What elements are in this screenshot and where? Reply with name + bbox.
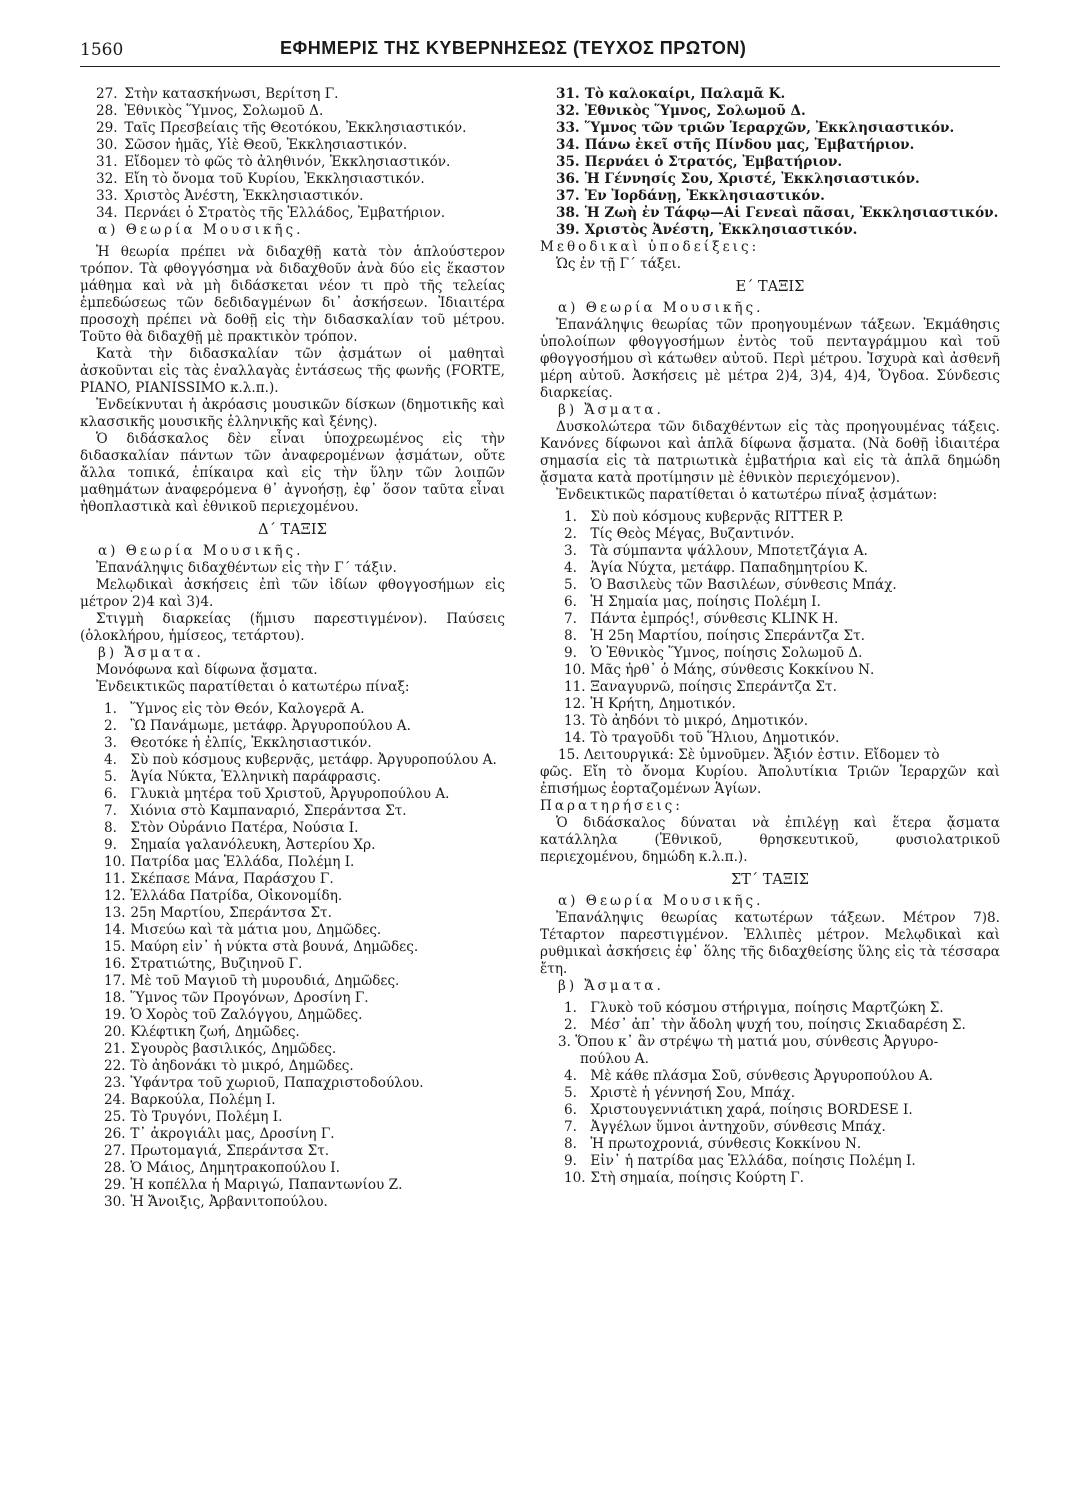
item-text: Ἐθνικὸς Ὕμνος, Σολωμοῦ Δ. [584, 103, 806, 119]
page-number: 1560 [80, 40, 124, 60]
list-item [80, 1024, 505, 1041]
item-text: Σγουρὸς βασιλικός, Δημῶδες. [130, 1041, 337, 1057]
list-item [540, 543, 1000, 560]
list-item [540, 679, 1000, 696]
list-item [80, 803, 505, 820]
item-number: 8. [564, 1136, 577, 1152]
item-number: 29. [96, 120, 118, 136]
list-item [80, 1092, 505, 1109]
item-text: Μὲ κάθε πλάσμα Σοῦ, σύνθεσις Ἀργυροπούλου Α. [590, 1068, 933, 1084]
item-text: Ἁγία Νύχτα, μετάφρ. Παπαδημητρίου Κ. [590, 560, 869, 576]
d-paragraph-index: Ἐνδεικτικῶς παρατίθεται ὁ κατωτέρω πίναξ: [96, 679, 410, 695]
item-text: Ἡ Σημαία μας, ποίησις Πολέμη Ι. [590, 594, 821, 610]
list-item [540, 645, 1000, 662]
item-text: Ἑλλάδα Πατρίδα, Οἰκονομίδη. [130, 888, 343, 904]
item-number: 4. [564, 1068, 577, 1084]
item-number: 1. [564, 1000, 577, 1016]
item-text: Τ᾽ ἀκρογιάλι μας, Δροσίνη Γ. [130, 1126, 335, 1142]
item-number: 11. [104, 871, 126, 887]
song-list-f-part1 [540, 1000, 1000, 1034]
list-item [540, 1017, 1000, 1034]
list-item [80, 103, 505, 120]
item-text: Σὺ ποὺ κόσμους κυβερνᾷς, μετάφρ. Ἀργυροπούλου Α. [130, 752, 497, 768]
item-number: 33. [96, 188, 118, 204]
item-text: Εἶν᾽ ἡ πατρίδα μας Ἑλλάδα, ποίησις Πολέμη Ι. [590, 1153, 916, 1169]
item-number: 13. [104, 905, 126, 921]
item-number: 38. [556, 205, 580, 221]
item-number: 31. [556, 86, 580, 102]
item-text: Πρωτομαγιά, Σπεράντσα Στ. [130, 1143, 330, 1159]
item-number: 31. [96, 154, 118, 170]
item-text: Ξαναγυρνῶ, ποίησις Σπεράντζα Στ. [590, 679, 837, 695]
list-item [540, 137, 1000, 154]
item-text: Χριστὸς Ἀνέστη, Ἐκκλησιαστικόν. [124, 188, 364, 204]
list-item [80, 1143, 505, 1160]
item-text: Ὢ Πανάμωμε, μετάφρ. Ἀργυροπούλου Α. [130, 718, 411, 734]
item-number: 16. [104, 956, 126, 972]
class-e-heading: Ε΄ ΤΑΞΙΣ [735, 279, 805, 295]
item-number: 28. [104, 1160, 126, 1176]
item-text: Τίς Θεὸς Μέγας, Βυζαντινόν. [590, 526, 795, 542]
list-item [80, 701, 505, 718]
item-number: 26. [104, 1126, 126, 1142]
item-number: 7. [564, 1119, 577, 1135]
list-item [80, 1007, 505, 1024]
item-text: Ἐθνικὸς Ὕμνος, Σολωμοῦ Δ. [124, 103, 324, 119]
item-number: 6. [104, 786, 117, 802]
item-number: 39. [556, 222, 580, 238]
item-text: Τὰ σύμπαντα ψάλλουν, Μποτετζάγια Α. [590, 543, 868, 559]
list-item [540, 628, 1000, 645]
item-number: 23. [104, 1075, 126, 1091]
list-item [80, 1194, 505, 1211]
list-item [540, 526, 1000, 543]
paragraph-records: Ἐνδείκνυται ἡ ἀκρόασις μουσικῶν δίσκων (δημοτικῆς καὶ κλασσικῆς μουσικῆς ἑλληνικῆς καὶ ξένης). [80, 397, 505, 430]
item-text: Ὕμνος εἰς τὸν Θεόν, Καλογερᾶ Α. [130, 701, 365, 717]
gazette-title: ΕΦΗΜΕΡΙΣ ΤΗΣ ΚΥΒΕΡΝΗΣΕΩΣ (ΤΕΥΧΟΣ ΠΡΩΤΟΝ) [280, 38, 747, 58]
list-item [80, 956, 505, 973]
item-number: 33. [556, 120, 580, 136]
list-item [540, 205, 1000, 222]
item-number: 5. [564, 1085, 577, 1101]
list-item [540, 188, 1000, 205]
item-text: Περνάει ὁ Στρατός, Ἐμβατήριον. [584, 154, 843, 170]
item-number: 10. [104, 854, 126, 870]
item-number: 37. [556, 188, 580, 204]
list-item [80, 137, 505, 154]
item-text: Σκέπασε Μάνα, Παράσχου Γ. [130, 871, 334, 887]
d-paragraph-songs: Μονόφωνα καὶ δίφωνα ᾄσματα. [96, 662, 318, 678]
item-text: Ἡ Γέννησίς Σου, Χριστέ, Ἐκκλησιαστικόν. [584, 171, 920, 187]
paragraph-teacher: Ὁ διδάσκαλος δὲν εἶναι ὑποχρεωμένος εἰς τὴν διδασκαλίαν πάντων τῶν ἀναφερομένων ᾀσμάτων, οὔτε ἄλλα τοπικά, ἐπίκαιρα καὶ εἰς τὴν ὕλην τῶν λοιπῶν μαθημάτων ἀναφερόμενα θ᾽ ἀγνοήσῃ, ἐφ᾽ ὅσον ταῦτα εἶναι ἠθοπλαστικὰ καὶ ἐθνικοῦ περιεχομένου. [80, 431, 505, 515]
list-item [80, 171, 505, 188]
methods-text: Ὡς ἐν τῇ Γ΄ τάξει. [556, 256, 682, 272]
item-number: 29. [104, 1177, 126, 1193]
list-item [540, 1119, 1000, 1136]
list-item [80, 1109, 505, 1126]
list-item [80, 718, 505, 735]
item-text: Κλέφτικη ζωή, Δημῶδες. [130, 1024, 300, 1040]
list-item [80, 1160, 505, 1177]
item-text: Ἡ 25η Μαρτίου, ποίησις Σπεράντζα Στ. [590, 628, 865, 644]
list-item [80, 769, 505, 786]
item-number: 18. [104, 990, 126, 1006]
item-text: Γλυκιὰ μητέρα τοῦ Χριστοῦ, Ἀργυροπούλου Α. [130, 786, 450, 802]
item-text: Ἀγγέλων ὕμνοι ἀντηχοῦν, σύνθεσις Μπάχ. [590, 1119, 886, 1135]
song-list-d [80, 701, 505, 1211]
item-text: Χριστουγεννιάτικη χαρά, ποίησις BORDESE I. [590, 1102, 913, 1118]
list-item [540, 86, 1000, 103]
item-number: 22. [104, 1058, 126, 1074]
list-item [80, 990, 505, 1007]
item-text: Ἡ Ἄνοιξις, Ἀρβανιτοπούλου. [130, 1194, 328, 1210]
item-number: 13. [564, 713, 586, 729]
item-text: Ἡ Κρήτη, Δημοτικόν. [590, 696, 736, 712]
item-number: 4. [564, 560, 577, 576]
item-number: 15. [104, 939, 126, 955]
item-number: 25. [104, 1109, 126, 1125]
list-item [540, 222, 1000, 239]
item-number: 3. [564, 543, 577, 559]
item-number: 8. [104, 820, 117, 836]
f-item-3: 3. Ὅπου κ᾽ ἂν στρέψω τὴ ματιά μου, σύνθεσις Ἀργυρο- [558, 1034, 939, 1050]
item-number: 2. [564, 526, 577, 542]
list-item [540, 730, 1000, 747]
list-item [80, 854, 505, 871]
item-number: 9. [564, 645, 577, 661]
notes-text: Ὁ διδάσκαλος δύναται νὰ ἐπιλέγῃ καὶ ἕτερα ᾄσματα κατάλληλα (Ἐθνικοῦ, θρησκευτικοῦ, φυσιολατρικοῦ περιεχομένου, δημώδη κ.λ.π.). [540, 815, 1000, 865]
item-text: Ἁγία Νύκτα, Ἑλληνικὴ παράφρασις. [130, 769, 381, 785]
list-item [540, 1102, 1000, 1119]
list-item [80, 120, 505, 137]
list-item [80, 1058, 505, 1075]
list-item [80, 837, 505, 854]
item-text: Χριστὸς Ἀνέστη, Ἐκκλησιαστικόν. [584, 222, 858, 238]
list-item [80, 939, 505, 956]
item-text: Εἴη τὸ ὄνομα τοῦ Κυρίου, Ἐκκλησιαστικόν. [124, 171, 425, 187]
paragraph-dynamics: Κατὰ τὴν διδασκαλίαν τῶν ᾀσμάτων οἱ μαθηταὶ ἀσκοῦνται εἰς τὰς ἐναλλαγὰς ἐντάσεως τῆς φωνῆς (FORTE, PIANO, PIANISSIMO κ.λ.π.). [80, 346, 505, 396]
item-number: 1. [564, 509, 577, 525]
item-number: 20. [104, 1024, 126, 1040]
list-item [540, 577, 1000, 594]
item-number: 30. [96, 137, 118, 153]
class-d-heading: Δ΄ ΤΑΞΙΣ [258, 522, 327, 538]
item-text: 25η Μαρτίου, Σπεράντσα Στ. [130, 905, 332, 921]
item-text: Σῶσον ἡμᾶς, Υἱὲ Θεοῦ, Ἐκκλησιαστικόν. [124, 137, 408, 153]
e-songs-label: β) Ἄσματα. [558, 402, 664, 418]
item-text: Ὁ Χορὸς τοῦ Ζαλόγγου, Δημῶδες. [130, 1007, 363, 1023]
item-text: Χιόνια στὸ Καμπαναριό, Σπεράντσα Στ. [130, 803, 407, 819]
list-item [80, 1041, 505, 1058]
d-paragraph-exercises: Μελῳδικαὶ ἀσκήσεις ἐπὶ τῶν ἰδίων φθογγοσήμων εἰς μέτρον 2)4 καὶ 3)4. [80, 577, 505, 610]
list-item [80, 786, 505, 803]
item-number: 36. [556, 171, 580, 187]
item-text: Στὸν Οὐράνιο Πατέρα, Νούσια Ι. [130, 820, 359, 836]
e-paragraph-theory: Ἐπανάληψις θεωρίας τῶν προηγουμένων τάξεων. Ἐκμάθησις ὑπολοίπων φθογγοσήμων ἐντὸς τοῦ πενταγράμμου καὶ τοῦ φθογγοσήμου σὶ κάτωθεν αὐτοῦ. Περὶ μέτρου. Ἰσχυρὰ καὶ ἀσθενῆ μέρη αὐτοῦ. Ἀσκήσεις μὲ μέτρα 2)4, 3)4, 4)4, Ὄγδοα. Σύνδεσις διαρκείας. [540, 317, 1000, 401]
item-number: 34. [96, 205, 118, 221]
item-text: Μᾶς ἦρθ᾽ ὁ Μάης, σύνθεσις Κοκκίνου Ν. [590, 662, 875, 678]
item-text: Πάνω ἐκεῖ στῆς Πίνδου μας, Ἐμβατήριον. [584, 137, 915, 153]
item-number: 10. [564, 1170, 586, 1186]
paragraph-theory: Ἡ θεωρία πρέπει νὰ διδαχθῇ κατὰ τὸν ἁπλούστερον τρόπον. Τὰ φθογγόσημα νὰ διδαχθοῦν ἀνὰ δύο εἰς ἕκαστον μάθημα καὶ νὰ μὴ διδάσκεται νέον τι πρὸ τῆς τελείας ἐμπεδώσεως τῶν δεδιδαγμένων δι᾽ ἀσκήσεων. Ἰδιαιτέρα προσοχὴ πρέπει νὰ δοθῇ εἰς τὴν διδασκαλίαν τοῦ μέτρου. Τοῦτο θὰ διδαχθῇ μὲ πρακτικὸν τρόπον. [80, 244, 505, 345]
item-text: Σὺ ποὺ κόσμους κυβερνᾷς RITTER P. [590, 509, 844, 525]
list-item [80, 871, 505, 888]
notes-label: Παρατηρήσεις: [540, 798, 683, 814]
item-text: Στρατιώτης, Βυζιηνοῦ Γ. [130, 956, 303, 972]
item-number: 2. [104, 718, 117, 734]
song-list-c-continued [80, 86, 505, 222]
item-number: 3. [104, 735, 117, 751]
item-number: 21. [104, 1041, 126, 1057]
list-item [540, 611, 1000, 628]
item-text: Χριστὲ ἡ γέννησή Σου, Μπάχ. [590, 1085, 796, 1101]
e-theory-label: α) Θεωρία Μουσικῆς. [558, 300, 764, 316]
item-number: 9. [104, 837, 117, 853]
item-number: 32. [96, 171, 118, 187]
theory-label: α) Θεωρία Μουσικῆς. [98, 222, 304, 238]
song-list-e [540, 509, 1000, 747]
f-songs-label: β) Ἄσματα. [558, 978, 664, 994]
d-paragraph-rests: Στιγμὴ διαρκείας (ἥμισυ παρεστιγμένον). Παύσεις (ὁλοκλήρου, ἡμίσεος, τετάρτου). [80, 611, 505, 644]
item-text: Ὁ Ἐθνικὸς Ὕμνος, ποίησις Σολωμοῦ Δ. [590, 645, 863, 661]
e-paragraph-index: Ἐνδεικτικῶς παρατίθεται ὁ κατωτέρω πίναξ ᾀσμάτων: [556, 487, 938, 503]
item-number: 12. [104, 888, 126, 904]
item-number: 8. [564, 628, 577, 644]
list-item [80, 905, 505, 922]
item-text: Γλυκὸ τοῦ κόσμου στήριγμα, ποίησις Μαρτζώκη Σ. [590, 1000, 944, 1016]
list-item [80, 752, 505, 769]
list-item [80, 820, 505, 837]
item-number: 7. [104, 803, 117, 819]
e-paragraph-songs: Δυσκολώτερα τῶν διδαχθέντων εἰς τὰς προηγουμένας τάξεις. Κανόνες δίφωνοι καὶ ἁπλᾶ δίφωνα ᾄσματα. (Νὰ δοθῇ ἰδιαιτέρα σημασία εἰς τὰ πατριωτικὰ ἐμβατήρια καὶ εἰς τὰ ἁπλᾶ δημώδη ᾄσματα κατὰ προτίμησιν μὲ ἐθνικὸν περιεχόμενον). [540, 419, 1000, 486]
item-number: 14. [104, 922, 126, 938]
item-number: 4. [104, 752, 117, 768]
item-number: 9. [564, 1153, 577, 1169]
list-item [80, 888, 505, 905]
item-number: 30. [104, 1194, 126, 1210]
item-number: 28. [96, 103, 118, 119]
item-text: Ἡ κοπέλλα ἡ Μαριγώ, Παπαντωνίου Ζ. [130, 1177, 403, 1193]
list-item [540, 120, 1000, 137]
f-item-3-continued: πούλου Α. [580, 1051, 649, 1067]
item-text: Μαύρη εἶν᾽ ἡ νύκτα στὰ βουνά, Δημῶδες. [130, 939, 419, 955]
item-text: Μισεύω καὶ τὰ μάτια μου, Δημῶδες. [130, 922, 382, 938]
item-text: Ἡ Ζωὴ ἐν Τάφῳ—Αἱ Γενεαὶ πᾶσαι, Ἐκκλησιαστικόν. [584, 205, 999, 221]
list-item [80, 86, 505, 103]
item-text: Τὸ τραγοῦδι τοῦ Ἥλιου, Δημοτικόν. [590, 730, 840, 746]
song-list-f-part2 [540, 1068, 1000, 1187]
f-theory-label: α) Θεωρία Μουσικῆς. [558, 893, 764, 909]
item-text: Ἐν Ἰορδάνῃ, Ἐκκλησιαστικόν. [584, 188, 825, 204]
item-text: Ἡ πρωτοχρονιά, σύνθεσις Κοκκίνου Ν. [590, 1136, 862, 1152]
list-item [80, 973, 505, 990]
item-number: 7. [564, 611, 577, 627]
item-text: Μὲ τοῦ Μαγιοῦ τὴ μυρουδιά, Δημῶδες. [130, 973, 400, 989]
item-number: 34. [556, 137, 580, 153]
list-item [540, 171, 1000, 188]
list-item [540, 154, 1000, 171]
list-item [80, 1177, 505, 1194]
f-paragraph-theory: Ἐπανάληψις θεωρίας κατωτέρων τάξεων. Μέτρον 7)8. Τέταρτον παρεστιγμένον. Ἐλλιπὲς μέτρον. Μελῳδικαὶ καὶ ρυθμικαὶ ἀσκήσεις ἐφ᾽ ὅλης τῆς διδαχθείσης ὕλης εἰς τὰ τέσσαρα ἔτη. [540, 910, 1000, 977]
list-item [540, 662, 1000, 679]
list-item [80, 188, 505, 205]
item-number: 2. [564, 1017, 577, 1033]
item-text: Ὑφάντρα τοῦ χωριοῦ, Παπαχριστοδούλου. [130, 1075, 424, 1091]
list-item [80, 205, 505, 222]
item-text: Ὕμνος τῶν τριῶν Ἱεραρχῶν, Ἐκκλησιαστικόν. [584, 120, 955, 136]
list-item [540, 1170, 1000, 1187]
item-text: Θεοτόκε ἡ ἐλπίς, Ἐκκλησιαστικόν. [130, 735, 372, 751]
item-number: 5. [104, 769, 117, 785]
list-item [80, 922, 505, 939]
item-text: Στὴν κατασκήνωσι, Βερίτση Γ. [124, 86, 339, 102]
list-item [540, 1000, 1000, 1017]
song-list-c-end [540, 86, 1000, 239]
item-text: Ὁ Μάιος, Δημητρακοπούλου Ι. [130, 1160, 340, 1176]
class-f-heading: ΣΤ΄ ΤΑΞΙΣ [730, 872, 810, 888]
item-number: 32. [556, 103, 580, 119]
d-paragraph-repeat: Ἐπανάληψις διδαχθέντων εἰς τὴν Γ΄ τάξιν. [96, 560, 397, 576]
item-text: Τὸ ἀηδονάκι τὸ μικρό, Δημῶδες. [130, 1058, 354, 1074]
list-item [540, 1136, 1000, 1153]
item-number: 5. [564, 577, 577, 593]
item-text: Εἴδομεν τὸ φῶς τὸ ἀληθινόν, Ἐκκλησιαστικόν. [124, 154, 451, 170]
item-text: Μέσ᾽ ἀπ᾽ τὴν ἄδολη ψυχή του, ποίησις Σκιαδαρέση Σ. [590, 1017, 966, 1033]
item-number: 10. [564, 662, 586, 678]
item-number: 24. [104, 1092, 126, 1108]
list-item [540, 509, 1000, 526]
item-text: Σημαία γαλανόλευκη, Ἀστερίου Χρ. [130, 837, 376, 853]
right-column [540, 86, 1000, 1187]
item-text: Ὕμνος τῶν Προγόνων, Δροσίνη Γ. [130, 990, 369, 1006]
methods-label: Μεθοδικαὶ ὑποδείξεις: [540, 239, 760, 255]
item-number: 1. [104, 701, 117, 717]
item-number: 27. [96, 86, 118, 102]
item-number: 14. [564, 730, 586, 746]
list-item [540, 103, 1000, 120]
item-text: Βαρκούλα, Πολέμη Ι. [130, 1092, 276, 1108]
page-header [80, 36, 1000, 67]
item-number: 11. [564, 679, 586, 695]
item-number: 17. [104, 973, 126, 989]
item-text: Πάντα ἐμπρός!, σύνθεσις KLINK H. [590, 611, 839, 627]
item-number: 6. [564, 594, 577, 610]
list-item [540, 1085, 1000, 1102]
list-item [80, 735, 505, 752]
item-number: 27. [104, 1143, 126, 1159]
d-songs-label: β) Ἄσματα. [98, 645, 204, 661]
list-item [540, 594, 1000, 611]
e-item-15: 15. Λειτουργικά: Σὲ ὑμνοῦμεν. Ἄξιόν ἐστιν. Εἴδομεν τὸ [558, 747, 940, 763]
item-number: 6. [564, 1102, 577, 1118]
item-text: Πατρίδα μας Ἑλλάδα, Πολέμη Ι. [130, 854, 355, 870]
list-item [80, 1126, 505, 1143]
list-item [540, 560, 1000, 577]
item-number: 19. [104, 1007, 126, 1023]
item-text: Ταῖς Πρεσβείαις τῆς Θεοτόκου, Ἐκκλησιαστικόν. [124, 120, 467, 136]
list-item [540, 1153, 1000, 1170]
item-number: 12. [564, 696, 586, 712]
list-item [80, 154, 505, 171]
list-item [80, 1075, 505, 1092]
item-text: Στὴ σημαία, ποίησις Κούρτη Γ. [590, 1170, 804, 1186]
item-text: Τὸ Τρυγόνι, Πολέμη Ι. [130, 1109, 283, 1125]
left-column [80, 86, 505, 1211]
list-item [540, 696, 1000, 713]
list-item [540, 1068, 1000, 1085]
e-item-15-continued: φῶς. Εἴη τὸ ὄνομα Κυρίου. Ἀπολυτίκια Τριῶν Ἱεραρχῶν καὶ ἐπισήμως ἑορταζομένων Ἁγίων. [540, 764, 1000, 797]
item-number: 35. [556, 154, 580, 170]
item-text: Τὸ καλοκαίρι, Παλαμᾶ Κ. [584, 86, 786, 102]
item-text: Τὸ ἀηδόνι τὸ μικρό, Δημοτικόν. [590, 713, 809, 729]
list-item [540, 713, 1000, 730]
d-theory-label: α) Θεωρία Μουσικῆς. [98, 543, 304, 559]
item-text: Ὁ Βασιλεὺς τῶν Βασιλέων, σύνθεσις Μπάχ. [590, 577, 897, 593]
item-text: Περνάει ὁ Στρατὸς τῆς Ἑλλάδος, Ἐμβατήριον. [124, 205, 446, 221]
